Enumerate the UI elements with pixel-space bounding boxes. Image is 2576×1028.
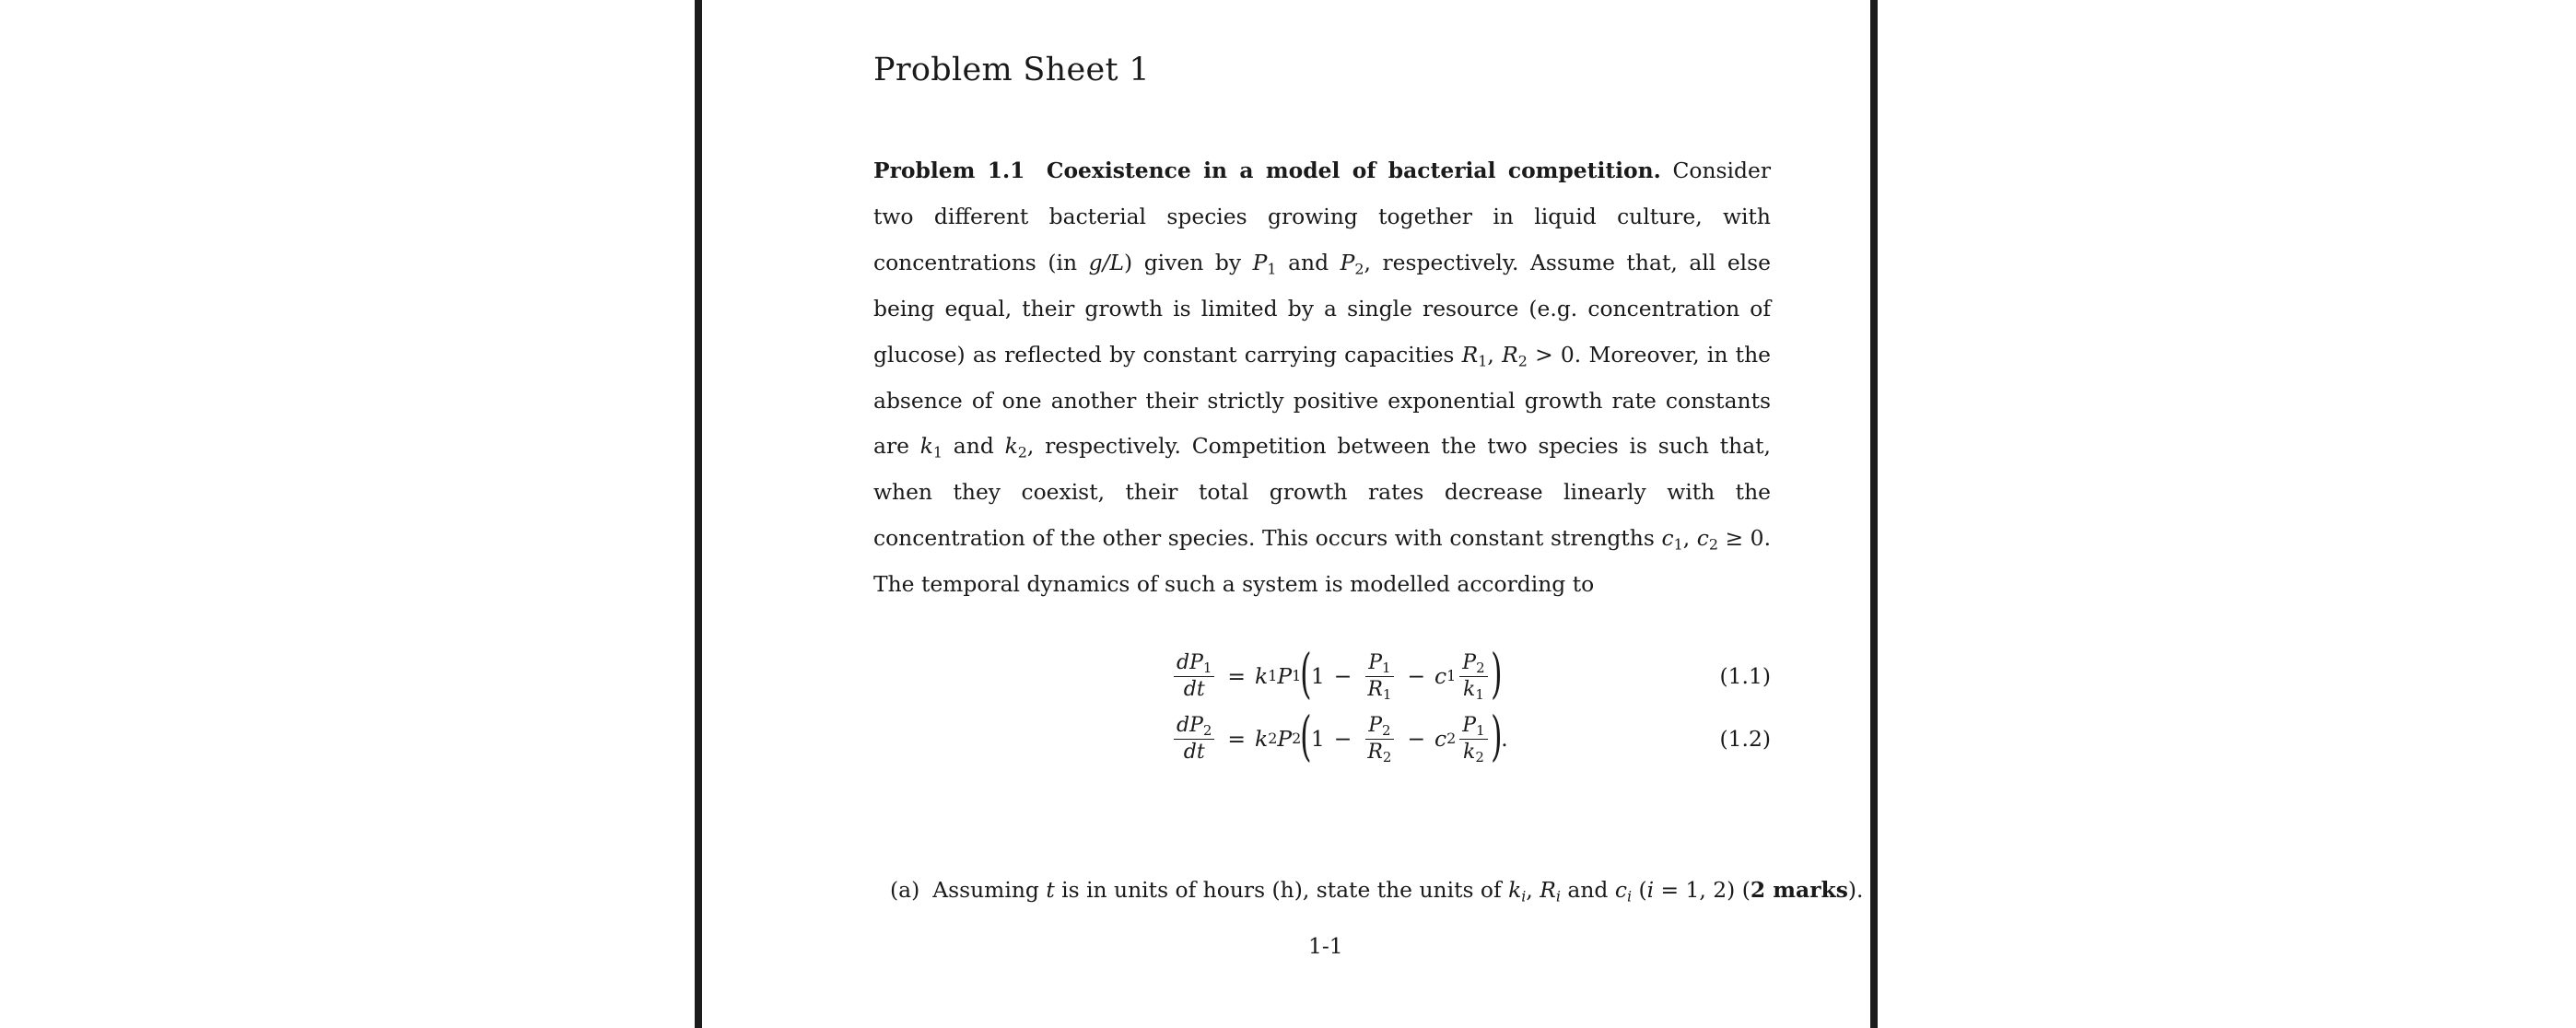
- problem-statement: [873, 148, 1771, 608]
- left-paren: (: [1300, 642, 1312, 705]
- equation-end: .: [1501, 726, 1508, 752]
- problem-number: Problem 1.1: [873, 158, 1025, 183]
- math-subscript: 2: [1382, 748, 1392, 765]
- math-subscript: 1: [1478, 352, 1488, 370]
- question-item-a: [890, 877, 1864, 905]
- math-subscript: 1: [932, 443, 943, 461]
- equation-number: (1.2): [1719, 726, 1771, 752]
- left-paren: (: [1300, 705, 1312, 767]
- equation-block: [873, 642, 1771, 770]
- ratio-fraction: [1364, 651, 1394, 702]
- math-unit: g/L: [1088, 249, 1125, 275]
- math-symbol: t: [1046, 877, 1055, 903]
- math-subscript: 1: [1382, 685, 1392, 703]
- item-text: (: [1632, 877, 1647, 903]
- marks-label: 2 marks: [1750, 877, 1848, 903]
- math-symbol: k: [1463, 740, 1476, 764]
- equation-1-1: $\frac{dP_1}{dt}$ = k 1 P 1 ( 1 − $\frac{P_1}{R_1}$ − c 1 $\frac{P_2}{k_1}$ ): [1170, 649, 1501, 703]
- math-symbol: P: [1277, 663, 1293, 689]
- math-symbol: c: [1614, 877, 1627, 903]
- equation-row: [873, 642, 1771, 707]
- math-subscript: i: [1555, 887, 1561, 905]
- math-symbol: c: [1434, 663, 1447, 689]
- item-text: and: [1560, 877, 1615, 903]
- math-symbol: P: [1462, 713, 1477, 737]
- math-symbol: k: [1004, 433, 1018, 460]
- math-sep: ,: [1487, 341, 1503, 368]
- math-symbol: R: [1367, 740, 1383, 764]
- problem-text: and: [1276, 249, 1341, 275]
- math-subscript: 2: [1354, 260, 1364, 278]
- problem-title: Coexistence in a model of bacterial competition.: [1046, 158, 1661, 183]
- math-subscript: 1: [1475, 685, 1484, 703]
- problem-text: and: [943, 433, 1005, 460]
- math-subscript: 2: [1476, 659, 1485, 676]
- math-symbol: c: [1696, 525, 1709, 552]
- minus-sign: −: [1333, 726, 1352, 752]
- math-symbol: k: [919, 433, 933, 460]
- math-symbol: c: [1434, 726, 1447, 752]
- math-subscript: 2: [1202, 721, 1212, 739]
- item-label: (a): [890, 877, 920, 903]
- right-paren: ): [1490, 705, 1503, 767]
- math-symbol: k: [1463, 677, 1476, 701]
- problem-text: . The temporal dynamics of such a system is modelled according to: [873, 525, 1771, 598]
- math-symbol: k: [1255, 726, 1269, 752]
- math-symbol: k: [1255, 663, 1269, 689]
- equation-1-2: $\frac{dP_2}{dt}$ = k 2 P 2 ( 1 − $\frac{P_2}{R_2}$ − c 2 $\frac{P_1}{k_2}$ ) .: [1170, 712, 1508, 765]
- math-relation: > 0: [1527, 341, 1575, 368]
- derivative-fraction: [1174, 651, 1214, 702]
- math-one: 1: [1310, 663, 1325, 689]
- math-symbol: c: [1661, 525, 1674, 552]
- sheet-title: Problem Sheet 1: [873, 52, 1150, 88]
- problem-text: . Moreover, in the absence of one another their strictly positive exponential growth rate constants are: [873, 341, 1771, 460]
- math-sep: ,: [1682, 525, 1697, 552]
- math-symbol: R: [1502, 341, 1518, 368]
- math-subscript: 2: [1017, 443, 1027, 461]
- math-subscript: 2: [1382, 721, 1391, 739]
- math-subscript: 1: [1382, 659, 1391, 676]
- minus-sign: −: [1333, 663, 1352, 689]
- math-subscript: 1: [1673, 535, 1683, 554]
- math-subscript: 2: [1708, 535, 1718, 554]
- math-denominator: dt: [1183, 740, 1205, 764]
- math-sep: ,: [1526, 877, 1540, 903]
- math-symbol: P: [1462, 650, 1477, 674]
- math-symbol: P: [1277, 726, 1293, 752]
- derivative-fraction: [1174, 714, 1214, 765]
- math-symbol: P: [1252, 249, 1268, 275]
- math-symbol: P: [1368, 713, 1383, 737]
- math-subscript: i: [1626, 887, 1633, 905]
- competition-fraction: [1459, 651, 1487, 702]
- equals-sign: =: [1227, 663, 1247, 689]
- math-numerator: dP: [1177, 713, 1203, 737]
- math-symbol: P: [1368, 650, 1383, 674]
- item-text: is in units of hours (h), state the units of: [1054, 877, 1509, 903]
- math-subscript: 1: [1267, 260, 1277, 278]
- math-symbol: k: [1508, 877, 1522, 903]
- math-subscript: 2: [1475, 748, 1484, 765]
- problem-text: , respectively. Competition between the two species is such that, when they coexist, their total growth rates decrease linearly with the concentration of the other species. This occurs with constant strengths: [873, 433, 1771, 552]
- minus-sign: −: [1407, 726, 1426, 752]
- math-numerator: dP: [1177, 650, 1203, 674]
- math-relation: ≥ 0: [1717, 525, 1764, 552]
- math-subscript: 1: [1476, 721, 1485, 739]
- math-subscript: i: [1521, 887, 1527, 905]
- math-symbol: i: [1646, 877, 1655, 903]
- page-number: 1-1: [1308, 933, 1343, 959]
- math-subscript: 1: [1202, 659, 1212, 676]
- item-text: ).: [1847, 877, 1864, 903]
- math-symbol: R: [1540, 877, 1556, 903]
- problem-text: , respectively. Assume that, all else being equal, their growth is limited by a single resource (e.g. concentration of glucose) as reflected by constant carrying capacities: [873, 249, 1771, 368]
- equals-sign: =: [1227, 726, 1247, 752]
- math-symbol: R: [1367, 677, 1383, 701]
- problem-heading: [873, 158, 1661, 183]
- minus-sign: −: [1407, 663, 1426, 689]
- right-paren: ): [1490, 642, 1503, 705]
- item-text: Assuming: [932, 877, 1047, 903]
- problem-text: ) given by: [1124, 249, 1253, 275]
- math-denominator: dt: [1183, 677, 1205, 701]
- math-symbol: R: [1461, 341, 1479, 368]
- ratio-fraction: [1364, 714, 1394, 765]
- item-text: = 1, 2) (: [1654, 877, 1751, 903]
- equation-row: [873, 707, 1771, 770]
- competition-fraction: [1459, 714, 1487, 765]
- equation-number: (1.1): [1719, 663, 1771, 689]
- math-one: 1: [1310, 726, 1325, 752]
- math-symbol: P: [1340, 249, 1355, 275]
- problem-text: Consider two different bacterial species growing together in liquid culture, with concentrations (in: [873, 158, 1771, 275]
- math-subscript: 2: [1517, 352, 1528, 370]
